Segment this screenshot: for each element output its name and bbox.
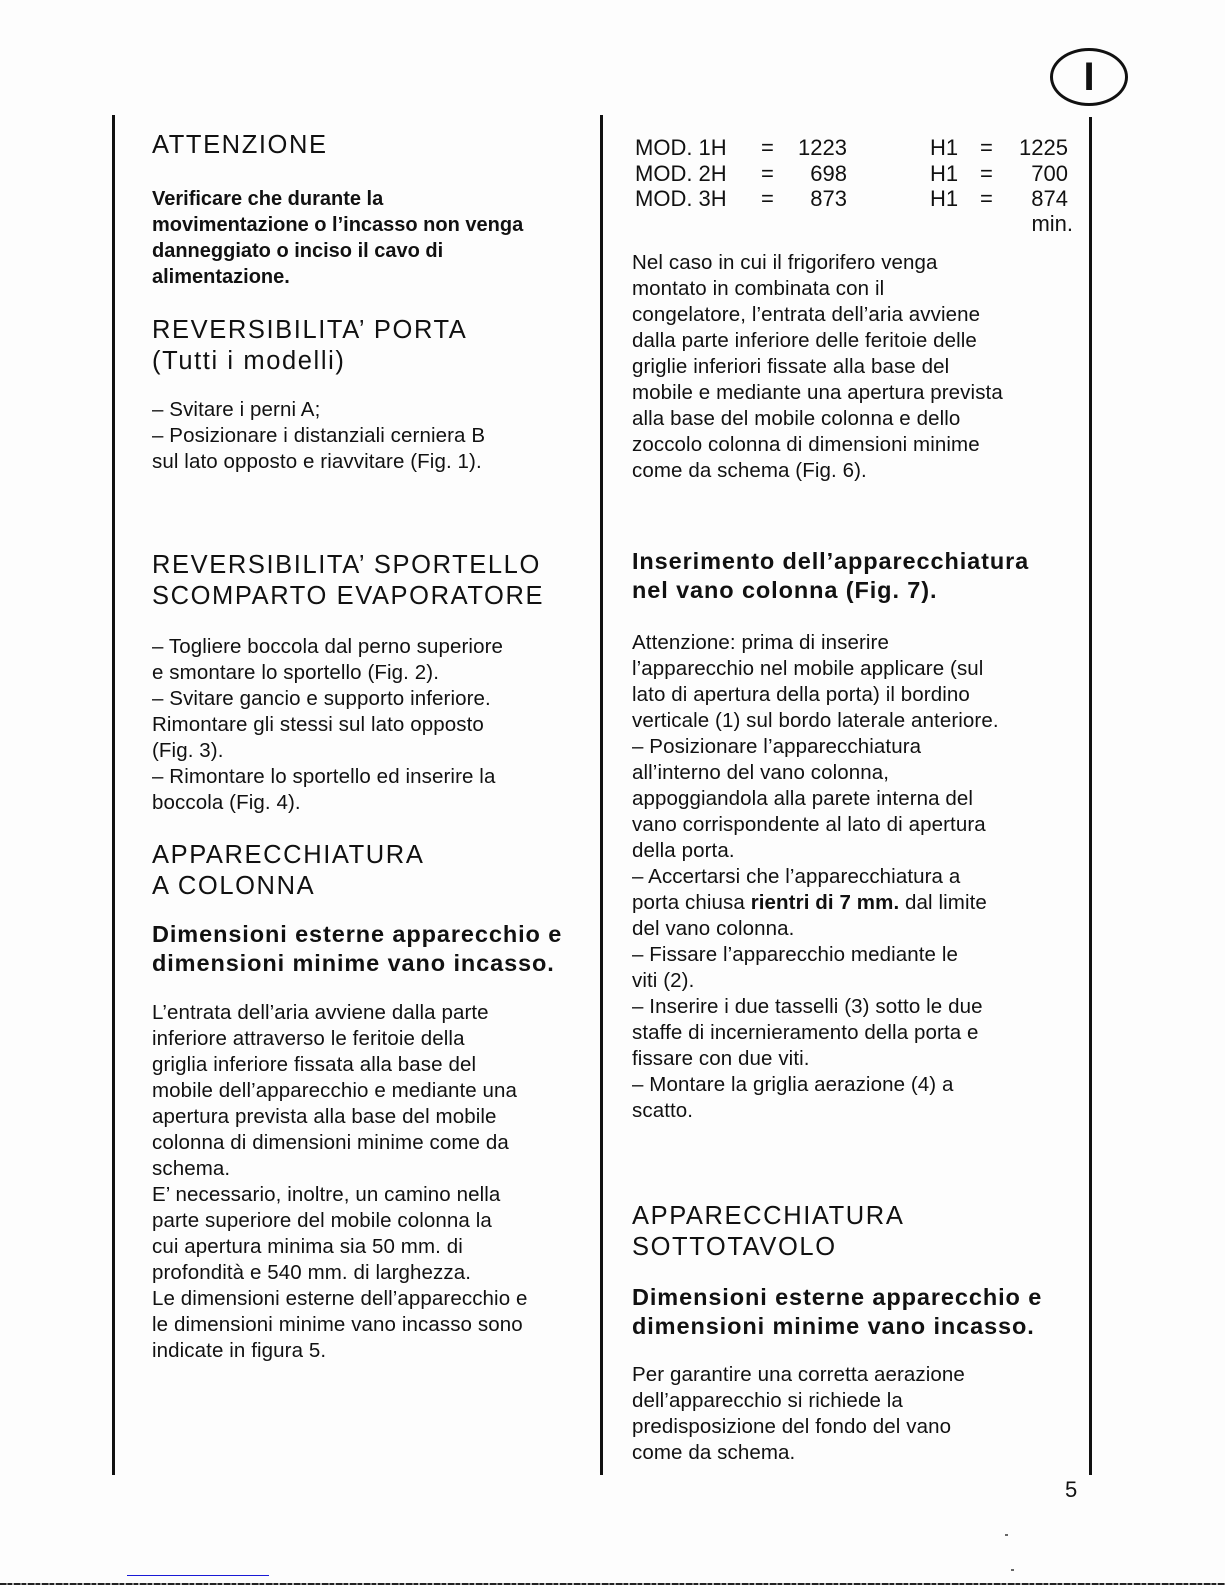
text-line: Per garantire una corretta aerazione	[632, 1363, 965, 1386]
text-line: dalla parte inferiore delle feritoie delle	[632, 329, 977, 352]
text-line: – Inserire i due tasselli (3) sotto le due	[632, 995, 983, 1018]
text-line: montato in combinata con il	[632, 277, 885, 300]
text-line: vano corrispondente al lato di apertura	[632, 813, 986, 836]
text-line: inferiore attraverso le feritoie della	[152, 1027, 465, 1050]
text-line: – Fissare l’apparecchio mediante le	[632, 943, 958, 966]
equals-sign: =	[980, 160, 993, 186]
h1-value: 700	[1031, 160, 1068, 186]
text-line: l’apparecchio nel mobile applicare (sul	[632, 657, 984, 680]
undercounter-text	[632, 1362, 1082, 1466]
text-line: lato di apertura della porta) il bordino	[632, 683, 970, 706]
undercounter-heading	[632, 1201, 1082, 1263]
scan-speck	[1005, 1534, 1008, 1536]
text-line: come da schema.	[632, 1441, 796, 1464]
text-line: profondità e 540 mm. di larghezza.	[152, 1261, 472, 1284]
heading-line: SOTTOTAVOLO	[632, 1233, 837, 1261]
right-margin-rule	[1089, 117, 1092, 1475]
text-line: fissare con due viti.	[632, 1047, 810, 1070]
text-line: all’interno del vano colonna,	[632, 761, 890, 784]
text-line: – Accertarsi che l’apparecchiatura a	[632, 865, 961, 888]
text-line: griglie inferiori fissate alla base del	[632, 355, 950, 378]
subheading-line: dimensioni minime vano incasso.	[632, 1313, 1035, 1339]
text-line: Verificare che durante la	[152, 188, 384, 210]
heading-line: APPARECCHIATURA	[632, 1202, 905, 1230]
step-line: – Rimontare lo sportello ed inserire la	[152, 765, 496, 788]
equals-sign: =	[761, 160, 774, 186]
text-line: griglia inferiore fissata alla base del	[152, 1053, 477, 1076]
model-label: MOD. 1H	[635, 135, 727, 160]
column-divider-rule	[600, 115, 603, 1475]
text-line: le dimensioni minime vano incasso sono	[152, 1313, 523, 1336]
flap-reversibility-steps	[152, 634, 592, 816]
text-line: alla base del mobile colonna e dello	[632, 407, 961, 430]
text-line: colonna di dimensioni minime come da	[152, 1131, 509, 1154]
text-line: L’entrata dell’aria avviene dalla parte	[152, 1001, 489, 1024]
text-line: alimentazione.	[152, 266, 290, 288]
step-line: e smontare lo sportello (Fig. 2).	[152, 661, 439, 684]
heading-line: REVERSIBILITA’ PORTA	[152, 316, 468, 344]
subheading-line: Dimensioni esterne apparecchio e	[152, 921, 563, 947]
h1-label: H1	[930, 186, 959, 211]
column-appliance-subheading	[152, 920, 592, 978]
text-line: verticale (1) sul bordo laterale anteriore.	[632, 709, 999, 732]
link-underline	[127, 1575, 269, 1576]
model-label: MOD. 2H	[635, 160, 727, 186]
h1-value: 874	[1031, 186, 1068, 211]
heading-line: REVERSIBILITA’ SPORTELLO	[152, 551, 541, 579]
language-badge-icon	[1050, 48, 1128, 106]
text-line: danneggiato o inciso il cavo di	[152, 240, 444, 262]
dimensions-min-note: min.	[1031, 211, 1073, 236]
model-label: MOD. 3H	[635, 186, 727, 211]
flap-reversibility-heading	[152, 550, 592, 612]
attention-heading: ATTENZIONE	[152, 131, 328, 159]
door-reversibility-steps	[152, 397, 592, 475]
text-line: cui apertura minima sia 50 mm. di	[152, 1235, 463, 1258]
subheading-line: dimensioni minime vano incasso.	[152, 950, 555, 976]
text-line: della porta.	[632, 839, 735, 862]
text-line: predisposizione del fondo del vano	[632, 1415, 952, 1438]
step-line: – Svitare i perni A;	[152, 398, 321, 421]
equals-sign: =	[761, 186, 774, 211]
page-number: 5	[1065, 1477, 1078, 1502]
attention-text	[152, 186, 592, 290]
model-height-value: 1223	[798, 135, 847, 160]
text-line: come da schema (Fig. 6).	[632, 459, 867, 482]
subheading-line: Dimensioni esterne apparecchio e	[632, 1284, 1043, 1310]
text-line: del vano colonna.	[632, 917, 795, 940]
column-appliance-heading	[152, 840, 592, 902]
text-line: Attenzione: prima di inserire	[632, 631, 889, 654]
emphasis-text: rientri di 7 mm.	[750, 891, 900, 914]
step-line: – Svitare gancio e supporto inferiore.	[152, 687, 491, 710]
text-line: E’ necessario, inoltre, un camino nella	[152, 1183, 501, 1206]
text-line: apertura prevista alla base del mobile	[152, 1105, 497, 1128]
heading-line: APPARECCHIATURA	[152, 841, 425, 869]
text-line	[632, 890, 1082, 916]
door-reversibility-heading	[152, 315, 592, 377]
text-line: appoggiandola alla parete interna del	[632, 787, 974, 810]
h1-value: 1225	[1019, 135, 1068, 160]
text-line: indicate in figura 5.	[152, 1339, 327, 1362]
text-segment: porta chiusa	[632, 891, 751, 914]
text-line: dell’apparecchio si richiede la	[632, 1389, 903, 1412]
equals-sign: =	[980, 135, 993, 160]
subheading-line: nel vano colonna (Fig. 7).	[632, 577, 938, 603]
text-line: zoccolo colonna di dimensioni minime	[632, 433, 980, 456]
step-line: sul lato opposto e riavvitare (Fig. 1).	[152, 450, 482, 473]
heading-line: (Tutti i modelli)	[152, 347, 346, 375]
undercounter-subheading	[632, 1283, 1082, 1341]
model-height-value: 698	[810, 160, 847, 186]
h1-label: H1	[930, 160, 959, 186]
text-line: Le dimensioni esterne dell’apparecchio e	[152, 1287, 528, 1310]
text-line: – Posizionare l’apparecchiatura	[632, 735, 922, 758]
step-line: (Fig. 3).	[152, 739, 224, 762]
insertion-heading	[632, 547, 1082, 605]
subheading-line: Inserimento dell’apparecchiatura	[632, 548, 1030, 574]
text-line: mobile dell’apparecchio e mediante una	[152, 1079, 518, 1102]
text-line: scatto.	[632, 1099, 694, 1122]
heading-line: A COLONNA	[152, 872, 316, 900]
step-line: boccola (Fig. 4).	[152, 791, 301, 814]
step-line: – Togliere boccola dal perno superiore	[152, 635, 504, 658]
text-line: congelatore, l’entrata dell’aria avviene	[632, 303, 981, 326]
heading-line: SCOMPARTO EVAPORATORE	[152, 582, 545, 610]
language-badge-letter: I	[1083, 55, 1095, 99]
step-line: Rimontare gli stessi sul lato opposto	[152, 713, 484, 736]
combined-installation-text	[632, 250, 1082, 484]
text-line: – Montare la griglia aerazione (4) a	[632, 1073, 954, 1096]
equals-sign: =	[980, 186, 993, 211]
step-line: – Posizionare i distanziali cerniera B	[152, 424, 486, 447]
text-line: Nel caso in cui il frigorifero venga	[632, 251, 938, 274]
text-line: viti (2).	[632, 969, 695, 992]
left-margin-rule	[112, 115, 115, 1475]
column-appliance-text	[152, 1000, 592, 1364]
model-height-value: 873	[810, 186, 847, 211]
text-line: mobile e mediante una apertura prevista	[632, 381, 1003, 404]
text-line: parte superiore del mobile colonna la	[152, 1209, 492, 1232]
text-line: staffe di incernieramento della porta e	[632, 1021, 979, 1044]
insertion-text	[632, 630, 1082, 1124]
scan-speck	[1011, 1569, 1014, 1571]
text-segment: dal limite	[899, 891, 987, 914]
text-line: schema.	[152, 1157, 231, 1180]
text-line: movimentazione o l’incasso non venga	[152, 214, 524, 236]
h1-label: H1	[930, 135, 959, 160]
equals-sign: =	[761, 135, 774, 160]
